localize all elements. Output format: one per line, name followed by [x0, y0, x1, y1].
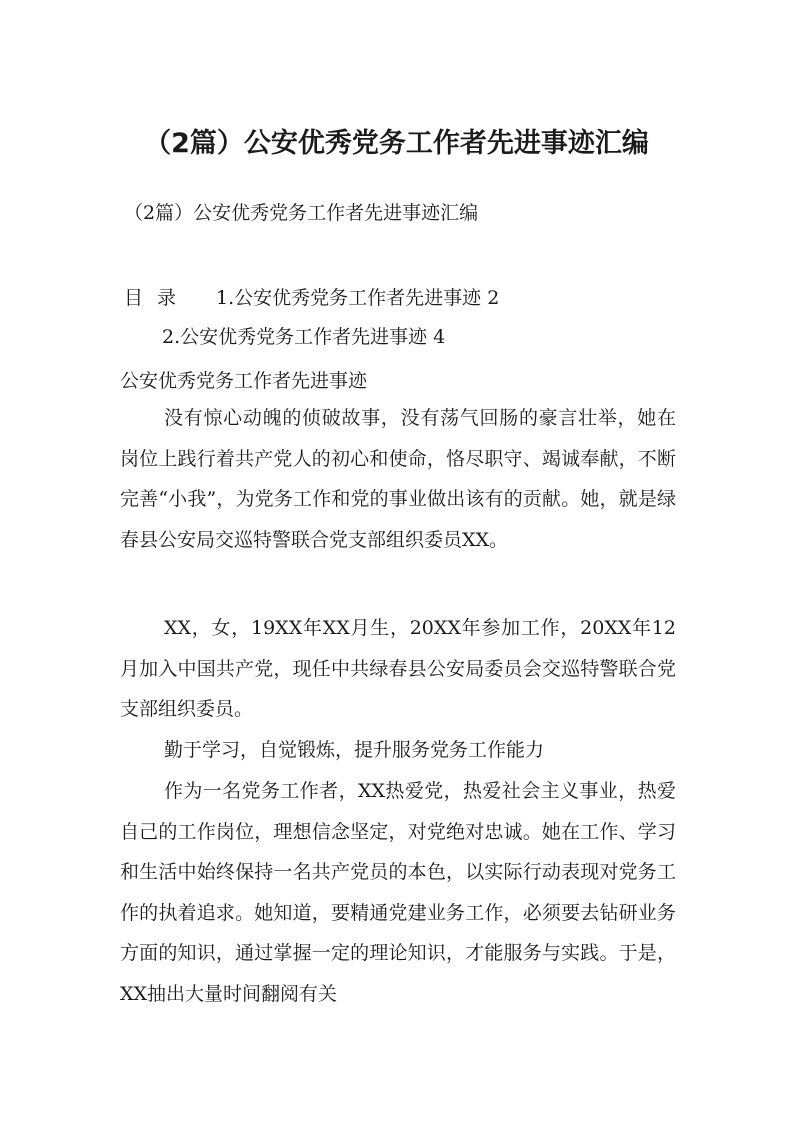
document-title: （2篇）公安优秀党务工作者先进事迹汇编 — [144, 128, 649, 159]
table-of-contents — [124, 283, 499, 313]
toc-item: 1.公安优秀党务工作者先进事迹 2 — [216, 287, 500, 309]
paragraph: XX，女，19XX年XX月生，20XX年参加工作，20XX年12月加入中国共产党，现任中共绿春县公安局委员会交巡特警联合党支部组织委员。 — [120, 617, 676, 720]
toc-item: 2.公安优秀党务工作者先进事迹 4 — [162, 326, 446, 348]
paragraph: 没有惊心动魄的侦破故事，没有荡气回肠的豪言壮举，她在岗位上践行着共产党人的初心和使命，恪尽职守、竭诚奉献，不断完善“小我”，为党务工作和党的事业做出该有的贡献。她，就是绿春县公安局交巡特警联合党支部组织委员XX。 — [120, 407, 676, 551]
subsection-heading: 勤于学习，自觉锻炼，提升服务党务工作能力 — [164, 739, 545, 761]
toc-label-lu: 录 — [157, 287, 177, 309]
paragraph: 作为一名党务工作者，XX热爱党，热爱社会主义事业，热爱自己的工作岗位，理想信念坚定，对党绝对忠诚。她在工作、学习和生活中始终保持一名共产党员的本色，以实际行动表现对党务工作的执着追求。她知道，要精通党建业务工作，必须要去钻研业务方面的知识，通过掌握一定的理论知识，才能服务与实践。于是，XX抽出大量时间翻阅有关 — [120, 780, 676, 1005]
section-heading: 公安优秀党务工作者先进事迹 — [120, 370, 368, 392]
document-subtitle: （2篇）公安优秀党务工作者先进事迹汇编 — [124, 202, 479, 224]
toc-label-mu: 目 — [124, 287, 144, 309]
